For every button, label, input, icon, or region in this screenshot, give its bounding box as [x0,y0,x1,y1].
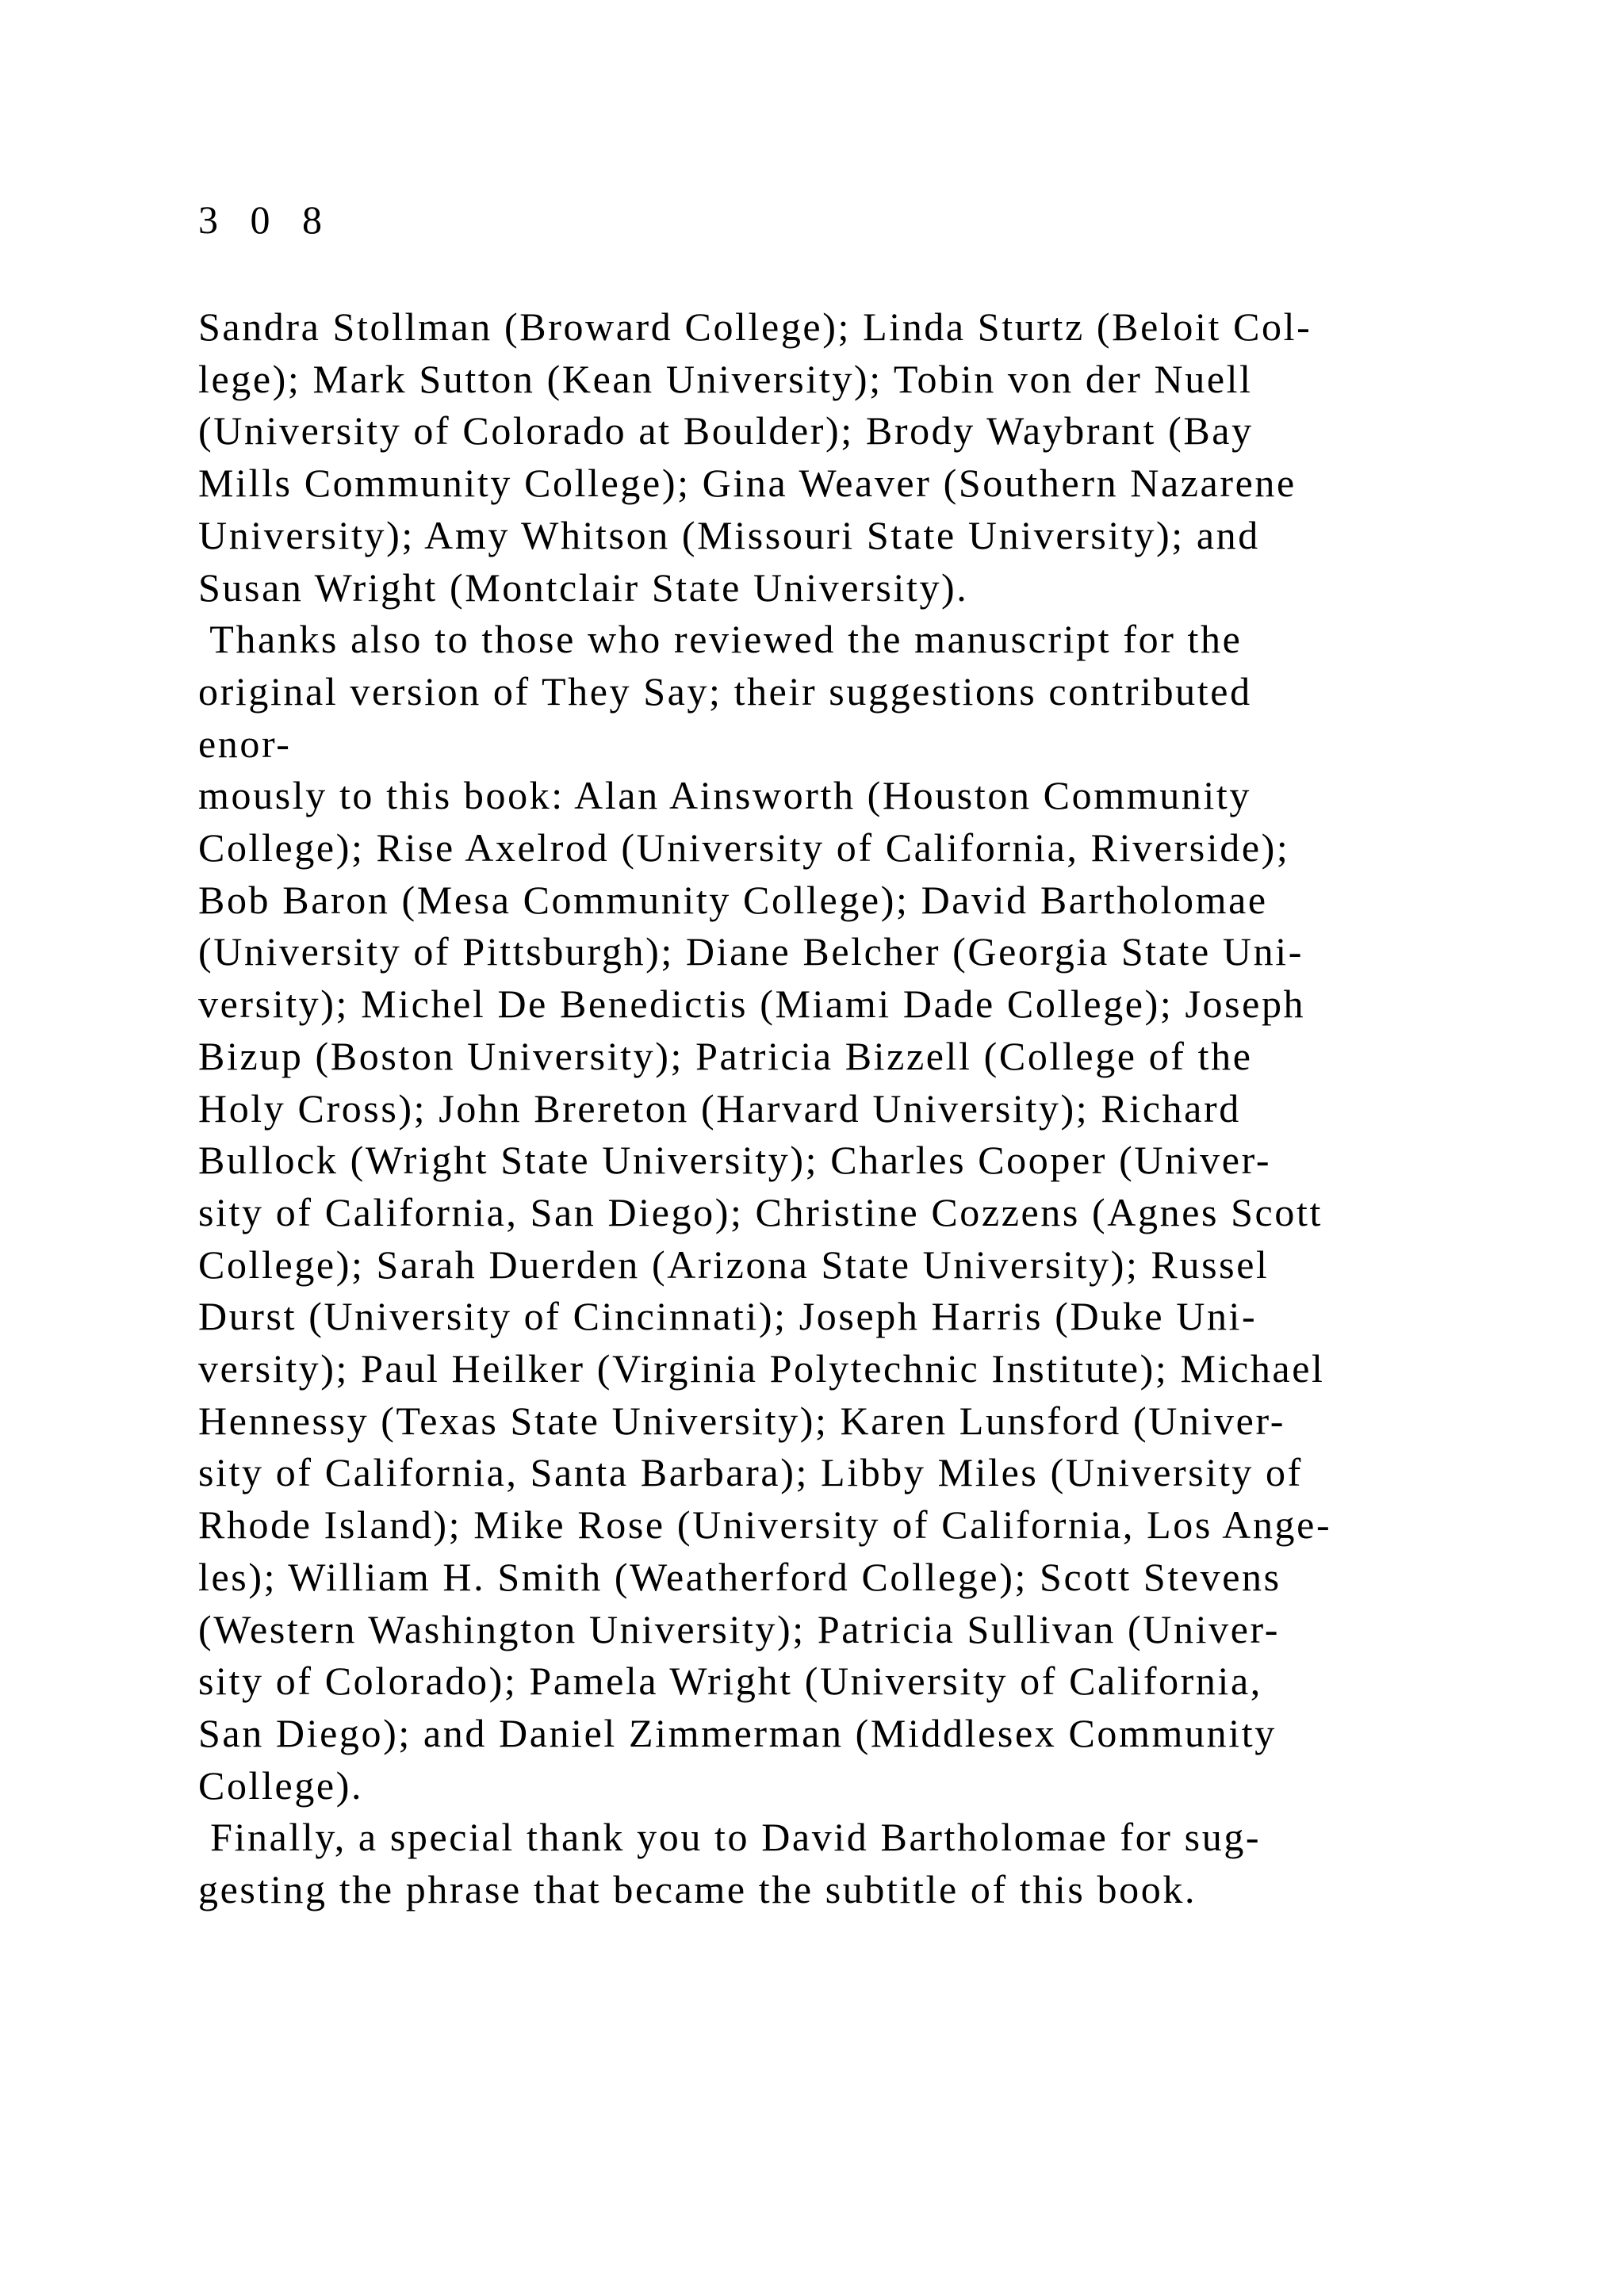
text-line: College); Sarah Duerden (Arizona State University); Russel [198,1242,1270,1287]
text-line: Rhode Island); Mike Rose (University of California, Los Ange- [198,1502,1332,1548]
text-line: sity of Colorado); Pamela Wright (University of California, [198,1659,1262,1704]
text-line: lege); Mark Sutton (Kean University); Tobin von der Nuell [198,356,1253,401]
text-line: Sandra Stollman (Broward College); Linda Sturtz (Beloit Col- [198,304,1312,349]
text-line: Bizup (Boston University); Patricia Bizzell (College of the [198,1033,1253,1078]
text-line: (University of Colorado at Boulder); Brody Waybrant (Bay [198,408,1254,453]
text-line: versity); Michel De Benedictis (Miami Dade College); Joseph [198,982,1306,1027]
text-line: Thanks also to those who reviewed the manuscript for the [198,617,1243,662]
text-line: (University of Pittsburgh); Diane Belcher (Georgia State Uni- [198,929,1304,974]
text-line: San Diego); and Daniel Zimmerman (Middlesex Community [198,1710,1277,1755]
text-line: Hennessy (Texas State University); Karen Lunsford (Univer- [198,1398,1285,1443]
text-line: original version of They Say; their suggestions contributed [198,668,1252,714]
text-line: sity of California, San Diego); Christine Cozzens (Agnes Scott [198,1189,1323,1234]
text-line: College); Rise Axelrod (University of California, Riverside); [198,825,1290,871]
text-line: Susan Wright (Montclair State University). [198,564,969,610]
text-line: gesting the phrase that became the subtitle of this book. [198,1867,1197,1912]
acknowledgments-text [198,301,1467,1916]
text-line: (Western Washington University); Patricia Sullivan (Univer- [198,1606,1280,1651]
text-line: Holy Cross); John Brereton (Harvard University); Richard [198,1085,1241,1131]
text-line: versity); Paul Heilker (Virginia Polytechnic Institute); Michael [198,1346,1325,1391]
text-line: Mills Community College); Gina Weaver (Southern Nazarene [198,461,1297,506]
text-line: University); Amy Whitson (Missouri State University); and [198,512,1260,557]
text-line: College). [198,1762,364,1808]
page-number: 3 0 8 [198,197,333,242]
text-line: les); William H. Smith (Weatherford College); Scott Stevens [198,1554,1281,1599]
text-line: Durst (University of Cincinnati); Joseph Harris (Duke Uni- [198,1294,1258,1339]
text-line: sity of California, Santa Barbara); Libby Miles (University of [198,1450,1303,1495]
text-line: enor- [198,721,292,766]
text-line: Bob Baron (Mesa Community College); David Bartholomae [198,877,1268,922]
text-line: Bullock (Wright State University); Charles Cooper (Univer- [198,1138,1272,1183]
text-line: Finally, a special thank you to David Bartholomae for sug- [198,1815,1262,1860]
text-line: mously to this book: Alan Ainsworth (Houston Community [198,773,1251,818]
